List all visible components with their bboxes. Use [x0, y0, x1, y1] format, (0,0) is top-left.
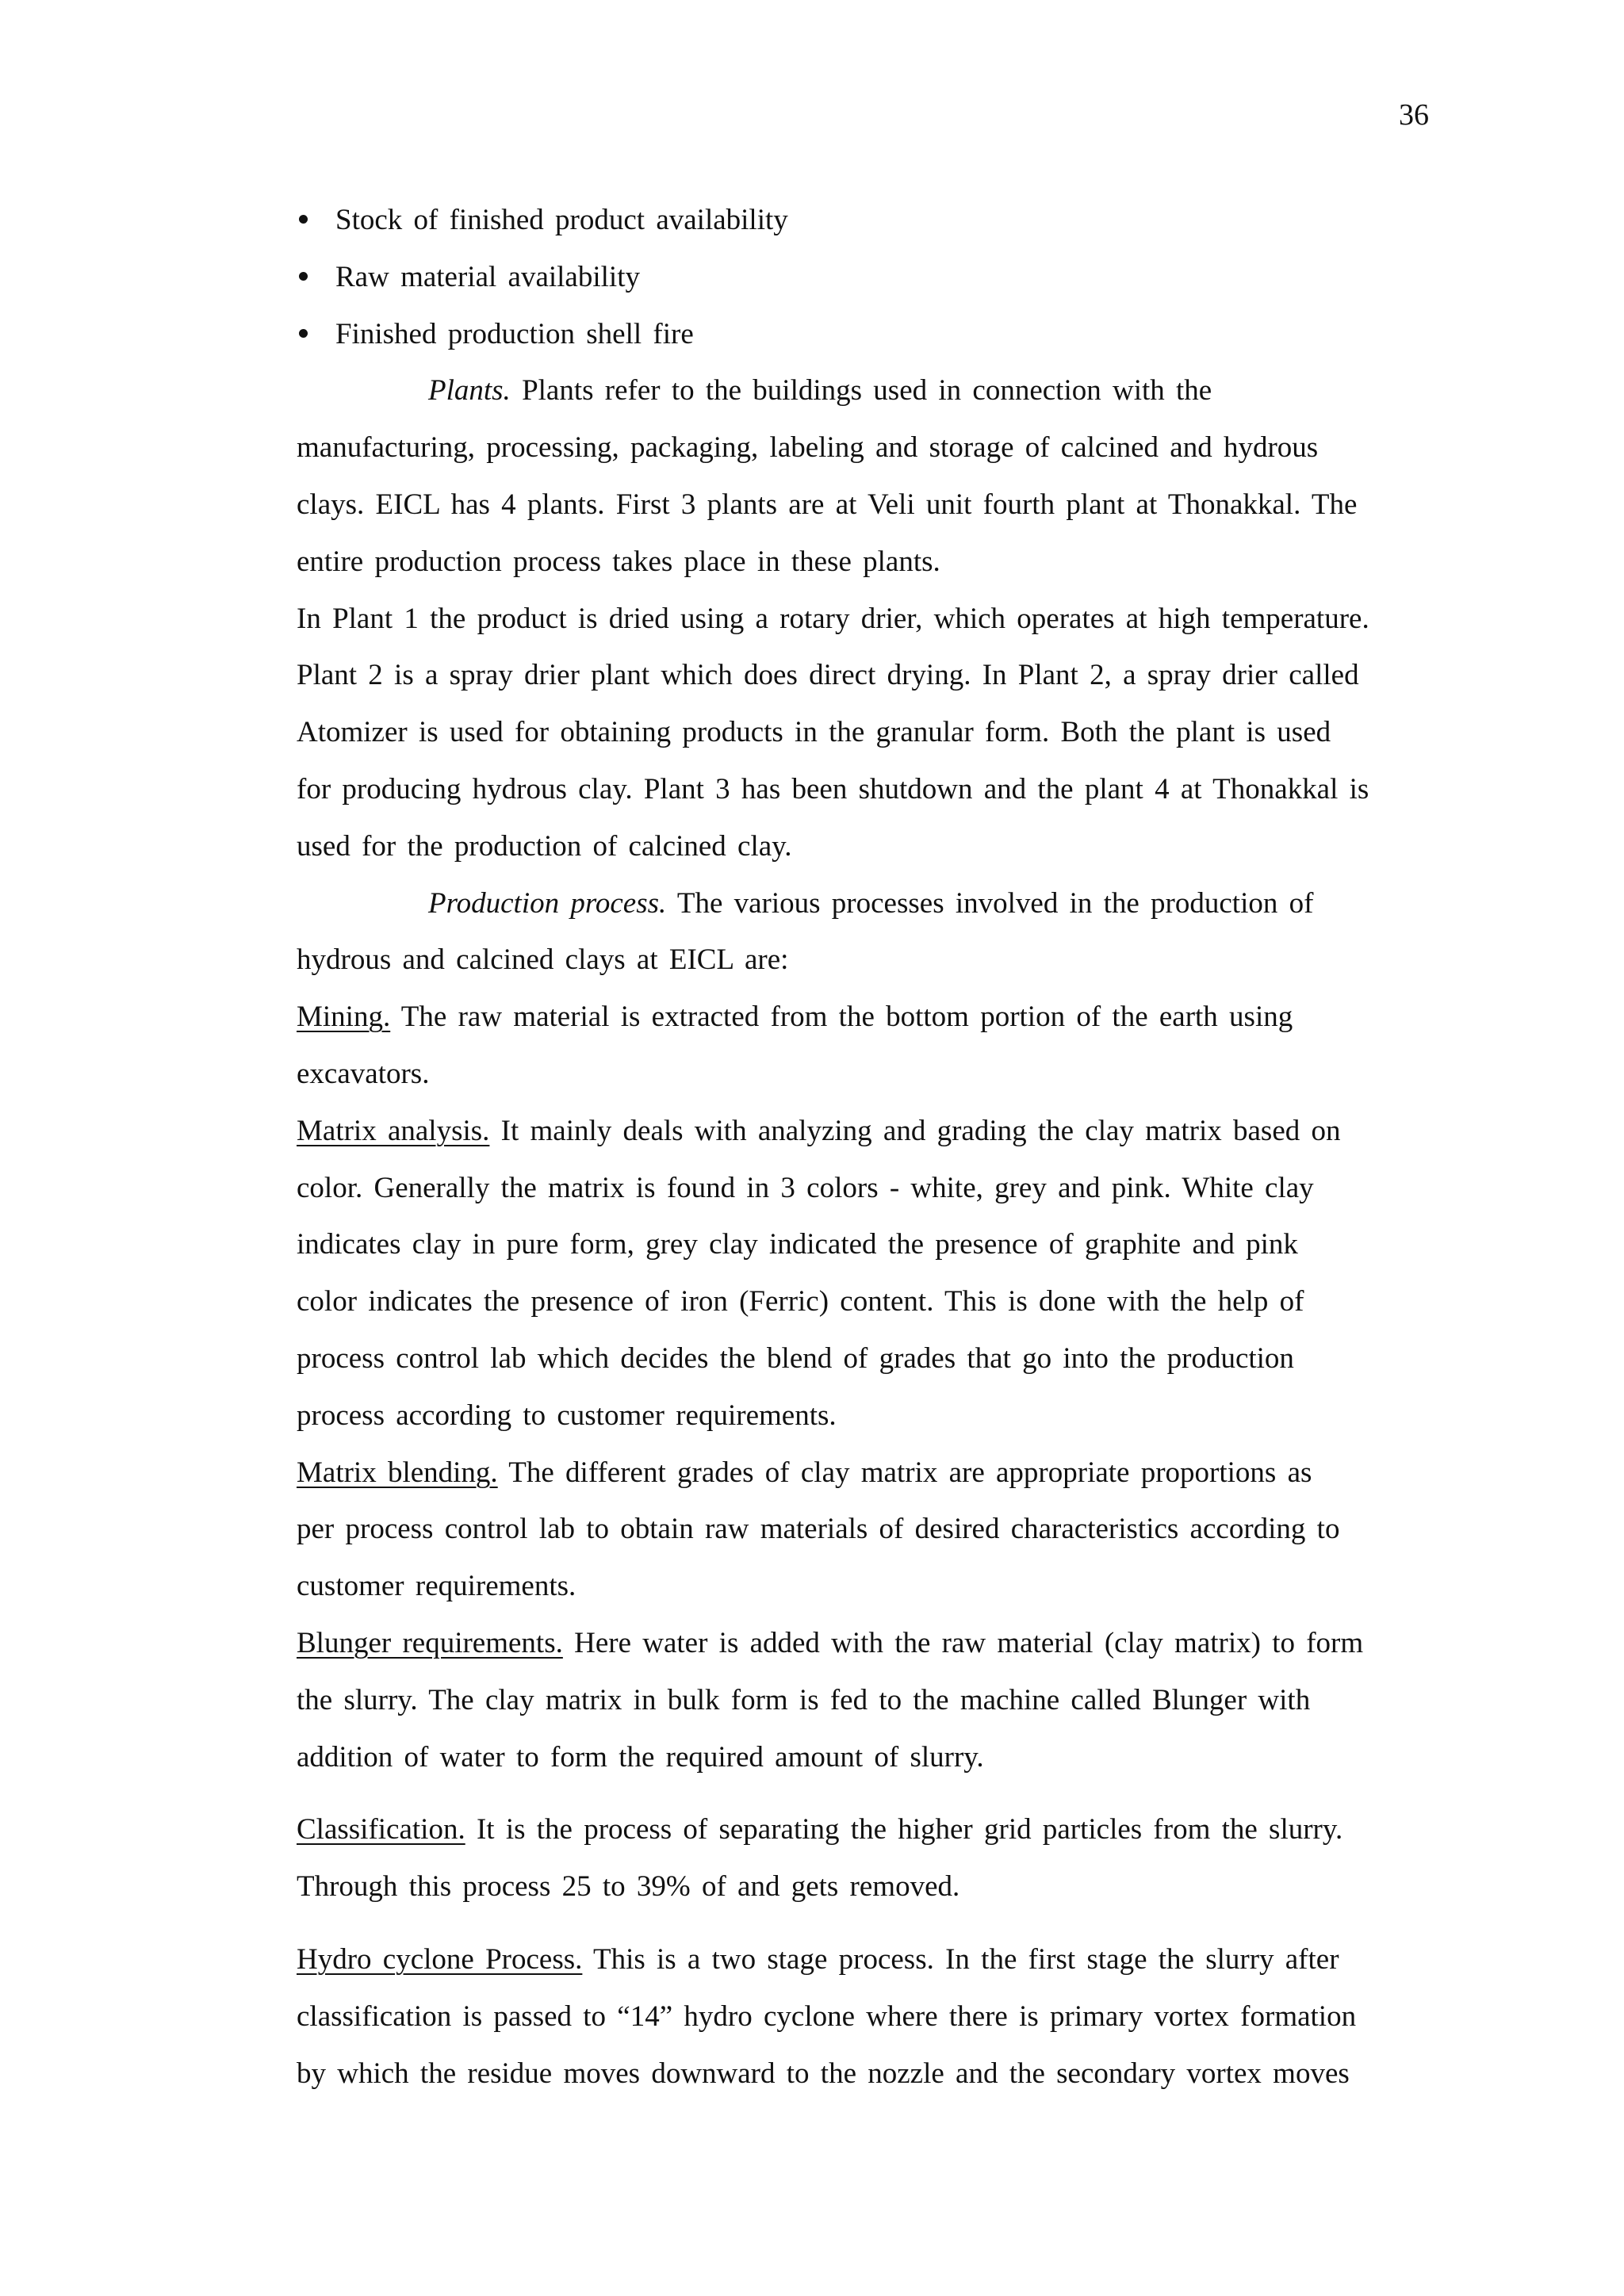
plant-details-line: Plant 2 is a spray drier plant which does direct drying. In Plant 2, a spray drier called	[297, 659, 1359, 692]
matrix-analysis-heading: Matrix analysis.	[297, 1114, 490, 1147]
matrix-blending-line: per process control lab to obtain raw materials of desired characteristics according to	[297, 1513, 1340, 1546]
mining-line: excavators.	[297, 1057, 430, 1090]
plant-details-line: used for the production of calcined clay.	[297, 829, 792, 863]
hydro-cyclone-line: This is a two stage process. In the first stage the slurry after	[582, 1942, 1339, 1976]
bullet-item-finished-production: Finished production shell fire	[297, 306, 1432, 363]
bullet-item-raw-material: Raw material availability	[297, 249, 1432, 306]
classification-heading: Classification.	[297, 1813, 465, 1846]
bullet-list	[297, 192, 1432, 362]
mining-line: The raw material is extracted from the bottom portion of the earth using	[390, 1001, 1293, 1034]
blunger-heading: Blunger requirements.	[297, 1626, 563, 1659]
page-content	[297, 192, 1432, 2102]
hydro-cyclone-heading: Hydro cyclone Process.	[297, 1942, 583, 1976]
plant-details-line: Atomizer is used for obtaining products in the granular form. Both the plant is used	[297, 716, 1331, 749]
production-process-line: The various processes involved in the production of	[666, 886, 1314, 920]
mining-heading: Mining.	[297, 1001, 391, 1034]
production-process-heading: Production process.	[428, 886, 667, 920]
plant-details-line: In Plant 1 the product is dried using a rotary drier, which operates at high temperature.	[297, 602, 1369, 635]
classification-line: It is the process of separating the higher grid particles from the slurry.	[465, 1813, 1343, 1846]
blunger-line: Here water is added with the raw material (clay matrix) to form	[562, 1626, 1364, 1659]
matrix-analysis-paragraph	[297, 1103, 1432, 1445]
mining-paragraph	[297, 989, 1432, 1103]
hydro-cyclone-paragraph	[297, 1931, 1432, 2102]
blunger-paragraph	[297, 1615, 1432, 1785]
plants-line: clays. EICL has 4 plants. First 3 plants are at Veli unit fourth plant at Thonakkal. The	[297, 488, 1358, 521]
matrix-analysis-line: color. Generally the matrix is found in 3 colors - white, grey and pink. White clay	[297, 1171, 1314, 1204]
matrix-analysis-line: indicates clay in pure form, grey clay indicated the presence of graphite and pink	[297, 1228, 1298, 1261]
page-number: 36	[1399, 98, 1429, 132]
plants-heading: Plants.	[428, 374, 511, 408]
plants-paragraph	[297, 362, 1432, 590]
matrix-analysis-line: process control lab which decides the blend of grades that go into the production	[297, 1341, 1294, 1375]
plants-line: manufacturing, processing, packaging, labeling and storage of calcined and hydrous	[297, 431, 1319, 465]
hydro-cyclone-line: classification is passed to “14” hydro cyclone where there is primary vortex formation	[297, 1999, 1357, 2033]
production-process-line: hydrous and calcined clays at EICL are:	[297, 943, 789, 977]
plants-line: Plants refer to the buildings used in connection with the	[510, 374, 1212, 408]
hydro-cyclone-line: by which the residue moves downward to the nozzle and the secondary vortex moves	[297, 2057, 1350, 2090]
plants-line: entire production process takes place in these plants.	[297, 545, 940, 578]
bullet-item-finished-product-stock: Stock of finished product availability	[297, 192, 1432, 249]
plant-details-paragraph	[297, 591, 1432, 875]
matrix-analysis-line: process according to customer requirements.	[297, 1399, 837, 1432]
matrix-blending-heading: Matrix blending.	[297, 1456, 498, 1489]
classification-paragraph	[297, 1801, 1432, 1915]
blunger-line: addition of water to form the required amount of slurry.	[297, 1740, 984, 1774]
plant-details-line: for producing hydrous clay. Plant 3 has been shutdown and the plant 4 at Thonakkal is	[297, 772, 1369, 806]
production-process-paragraph	[297, 875, 1432, 989]
matrix-analysis-line: It mainly deals with analyzing and grading the clay matrix based on	[489, 1114, 1341, 1147]
matrix-blending-paragraph	[297, 1445, 1432, 1615]
classification-line: Through this process 25 to 39% of and gets removed.	[297, 1870, 960, 1904]
matrix-blending-line: customer requirements.	[297, 1570, 576, 1603]
blunger-line: the slurry. The clay matrix in bulk form is fed to the machine called Blunger with	[297, 1683, 1311, 1716]
matrix-analysis-line: color indicates the presence of iron (Ferric) content. This is done with the help of	[297, 1285, 1304, 1318]
matrix-blending-line: The different grades of clay matrix are appropriate proportions as	[497, 1456, 1312, 1489]
